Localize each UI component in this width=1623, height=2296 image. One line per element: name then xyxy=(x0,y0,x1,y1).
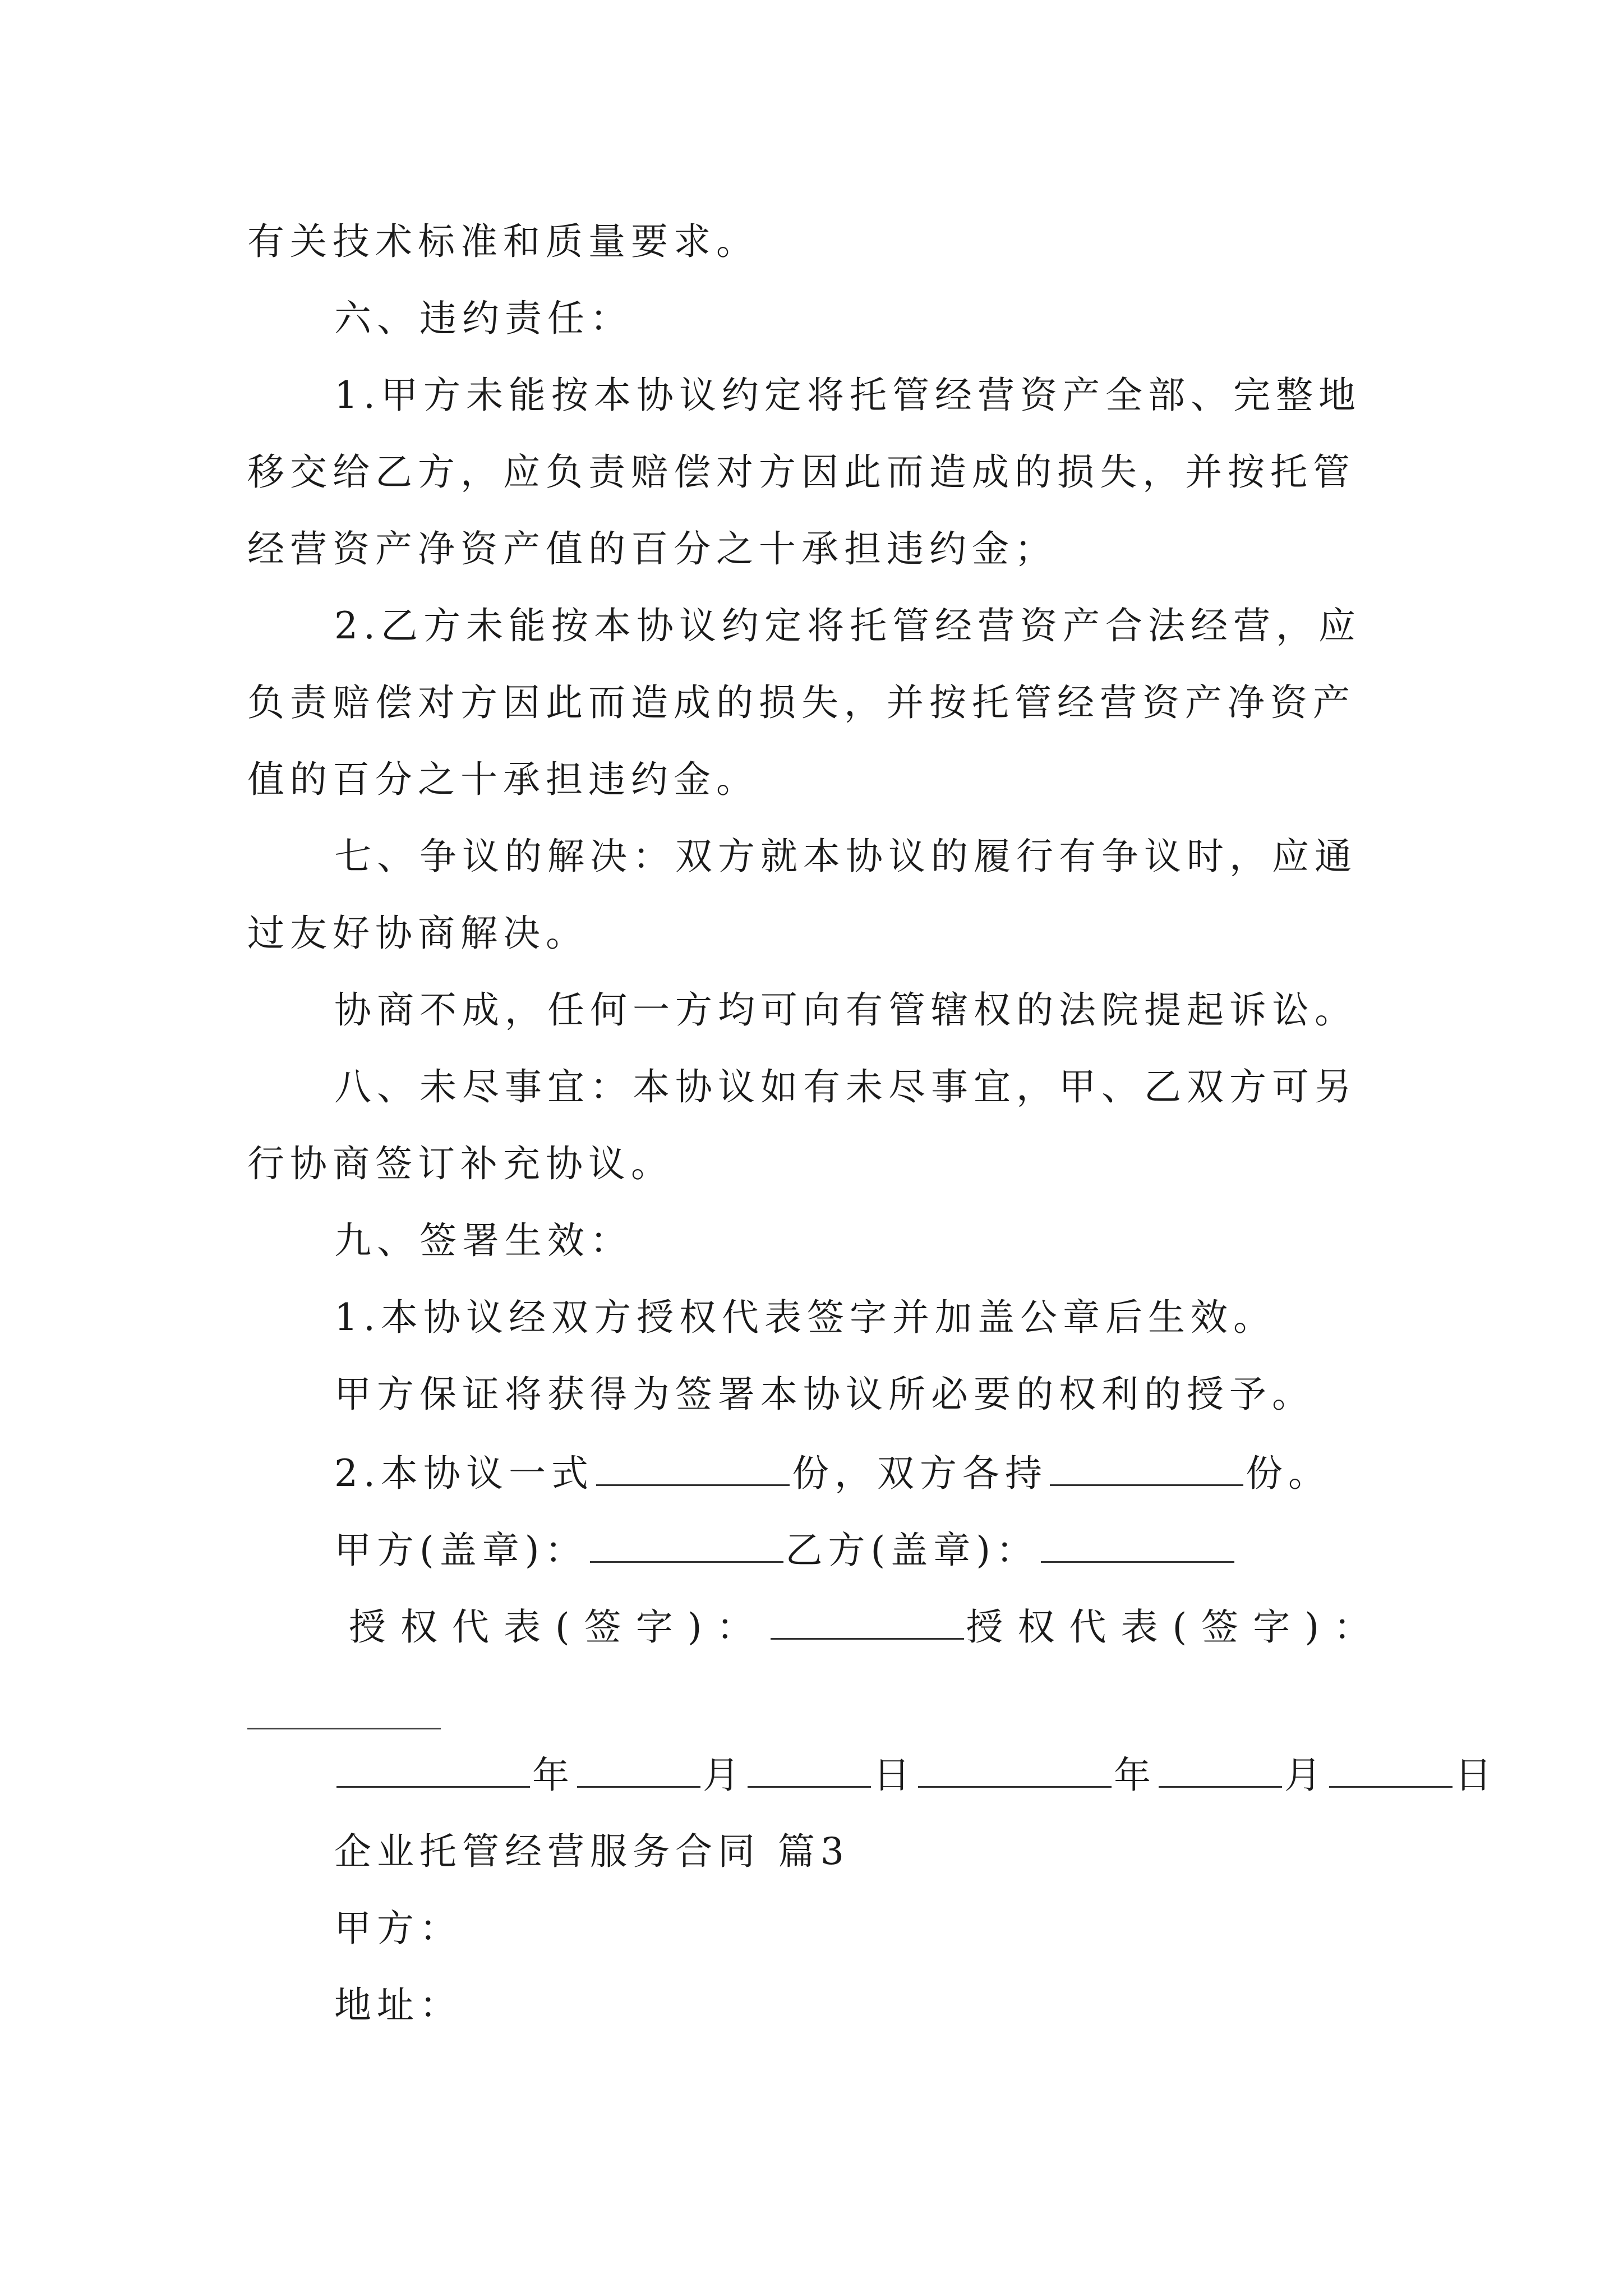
party-a-seal-blank[interactable] xyxy=(590,1530,783,1563)
year-label: 年 xyxy=(1114,1754,1156,1797)
body-line: 移交给乙方，应负责赔偿对方因此而造成的损失，并按托管 xyxy=(247,450,1355,494)
body-line: 行协商签订补充协议。 xyxy=(247,1142,674,1185)
body-line: 负责赔偿对方因此而造成的损失，并按托管经营资产净资产 xyxy=(247,681,1355,724)
body-line: 经营资产净资产值的百分之十承担违约金； xyxy=(247,527,1057,570)
section-heading-dispute: 七、争议的解决：双方就本协议的履行有争议时，应通 xyxy=(334,835,1357,878)
year-label: 年 xyxy=(532,1754,575,1797)
party-a-rep-blank[interactable] xyxy=(771,1607,964,1640)
party-b-rep-blank[interactable] xyxy=(247,1728,441,1729)
copies-total-blank[interactable] xyxy=(596,1453,790,1486)
party-a-rep-label: 授权代表(签字)： xyxy=(349,1605,768,1649)
next-address-label: 地址： xyxy=(334,1984,462,2027)
day-label: 日 xyxy=(873,1754,916,1797)
body-line: 2.乙方未能按本协议约定将托管经营资产合法经营，应 xyxy=(334,604,1361,647)
month-blank-b[interactable] xyxy=(1159,1755,1282,1788)
body-line: 过友好协商解决。 xyxy=(247,912,588,955)
body-line: 值的百分之十承担违约金。 xyxy=(247,758,759,801)
next-section-title: 企业托管经营服务合同 篇3 xyxy=(334,1830,850,1873)
year-blank-b[interactable] xyxy=(918,1755,1112,1788)
body-line: 甲方保证将获得为签署本协议所必要的权利的授予。 xyxy=(334,1373,1315,1416)
day-label: 日 xyxy=(1455,1754,1497,1797)
body-line: 1.甲方未能按本协议约定将托管经营资产全部、完整地 xyxy=(334,374,1361,417)
month-label: 月 xyxy=(703,1754,745,1797)
seal-line xyxy=(334,1529,1237,1572)
copies-mid: 份，双方各持 xyxy=(791,1452,1048,1495)
party-b-seal-blank[interactable] xyxy=(1041,1530,1234,1563)
party-b-rep-label: 授权代表(签字)： xyxy=(966,1605,1385,1649)
month-label: 月 xyxy=(1284,1754,1327,1797)
party-a-seal-label: 甲方(盖章)： xyxy=(334,1529,588,1572)
copies-suffix: 份。 xyxy=(1245,1452,1331,1495)
party-b-seal-label: 乙方(盖章)： xyxy=(785,1529,1039,1572)
next-party-a-label: 甲方： xyxy=(334,1907,462,1950)
body-line: 1.本协议经双方授权代表签字并加盖公章后生效。 xyxy=(334,1296,1276,1339)
section-heading-misc: 八、未尽事宜：本协议如有未尽事宜，甲、乙双方可另 xyxy=(334,1065,1357,1108)
copies-each-blank[interactable] xyxy=(1050,1453,1243,1486)
copies-prefix: 2.本协议一式 xyxy=(334,1452,594,1495)
section-heading-breach: 六、违约责任： xyxy=(334,297,633,340)
year-blank-a[interactable] xyxy=(336,1755,530,1788)
day-blank-b[interactable] xyxy=(1329,1755,1453,1788)
body-line: 协商不成，任何一方均可向有管辖权的法院提起诉讼。 xyxy=(334,988,1357,1032)
month-blank-a[interactable] xyxy=(577,1755,700,1788)
day-blank-a[interactable] xyxy=(748,1755,871,1788)
date-line xyxy=(334,1754,1497,1797)
section-heading-effect: 九、签署生效： xyxy=(334,1219,633,1262)
body-line: 有关技术标准和质量要求。 xyxy=(247,220,759,263)
copies-line xyxy=(334,1452,1331,1495)
representative-line xyxy=(349,1605,1385,1649)
